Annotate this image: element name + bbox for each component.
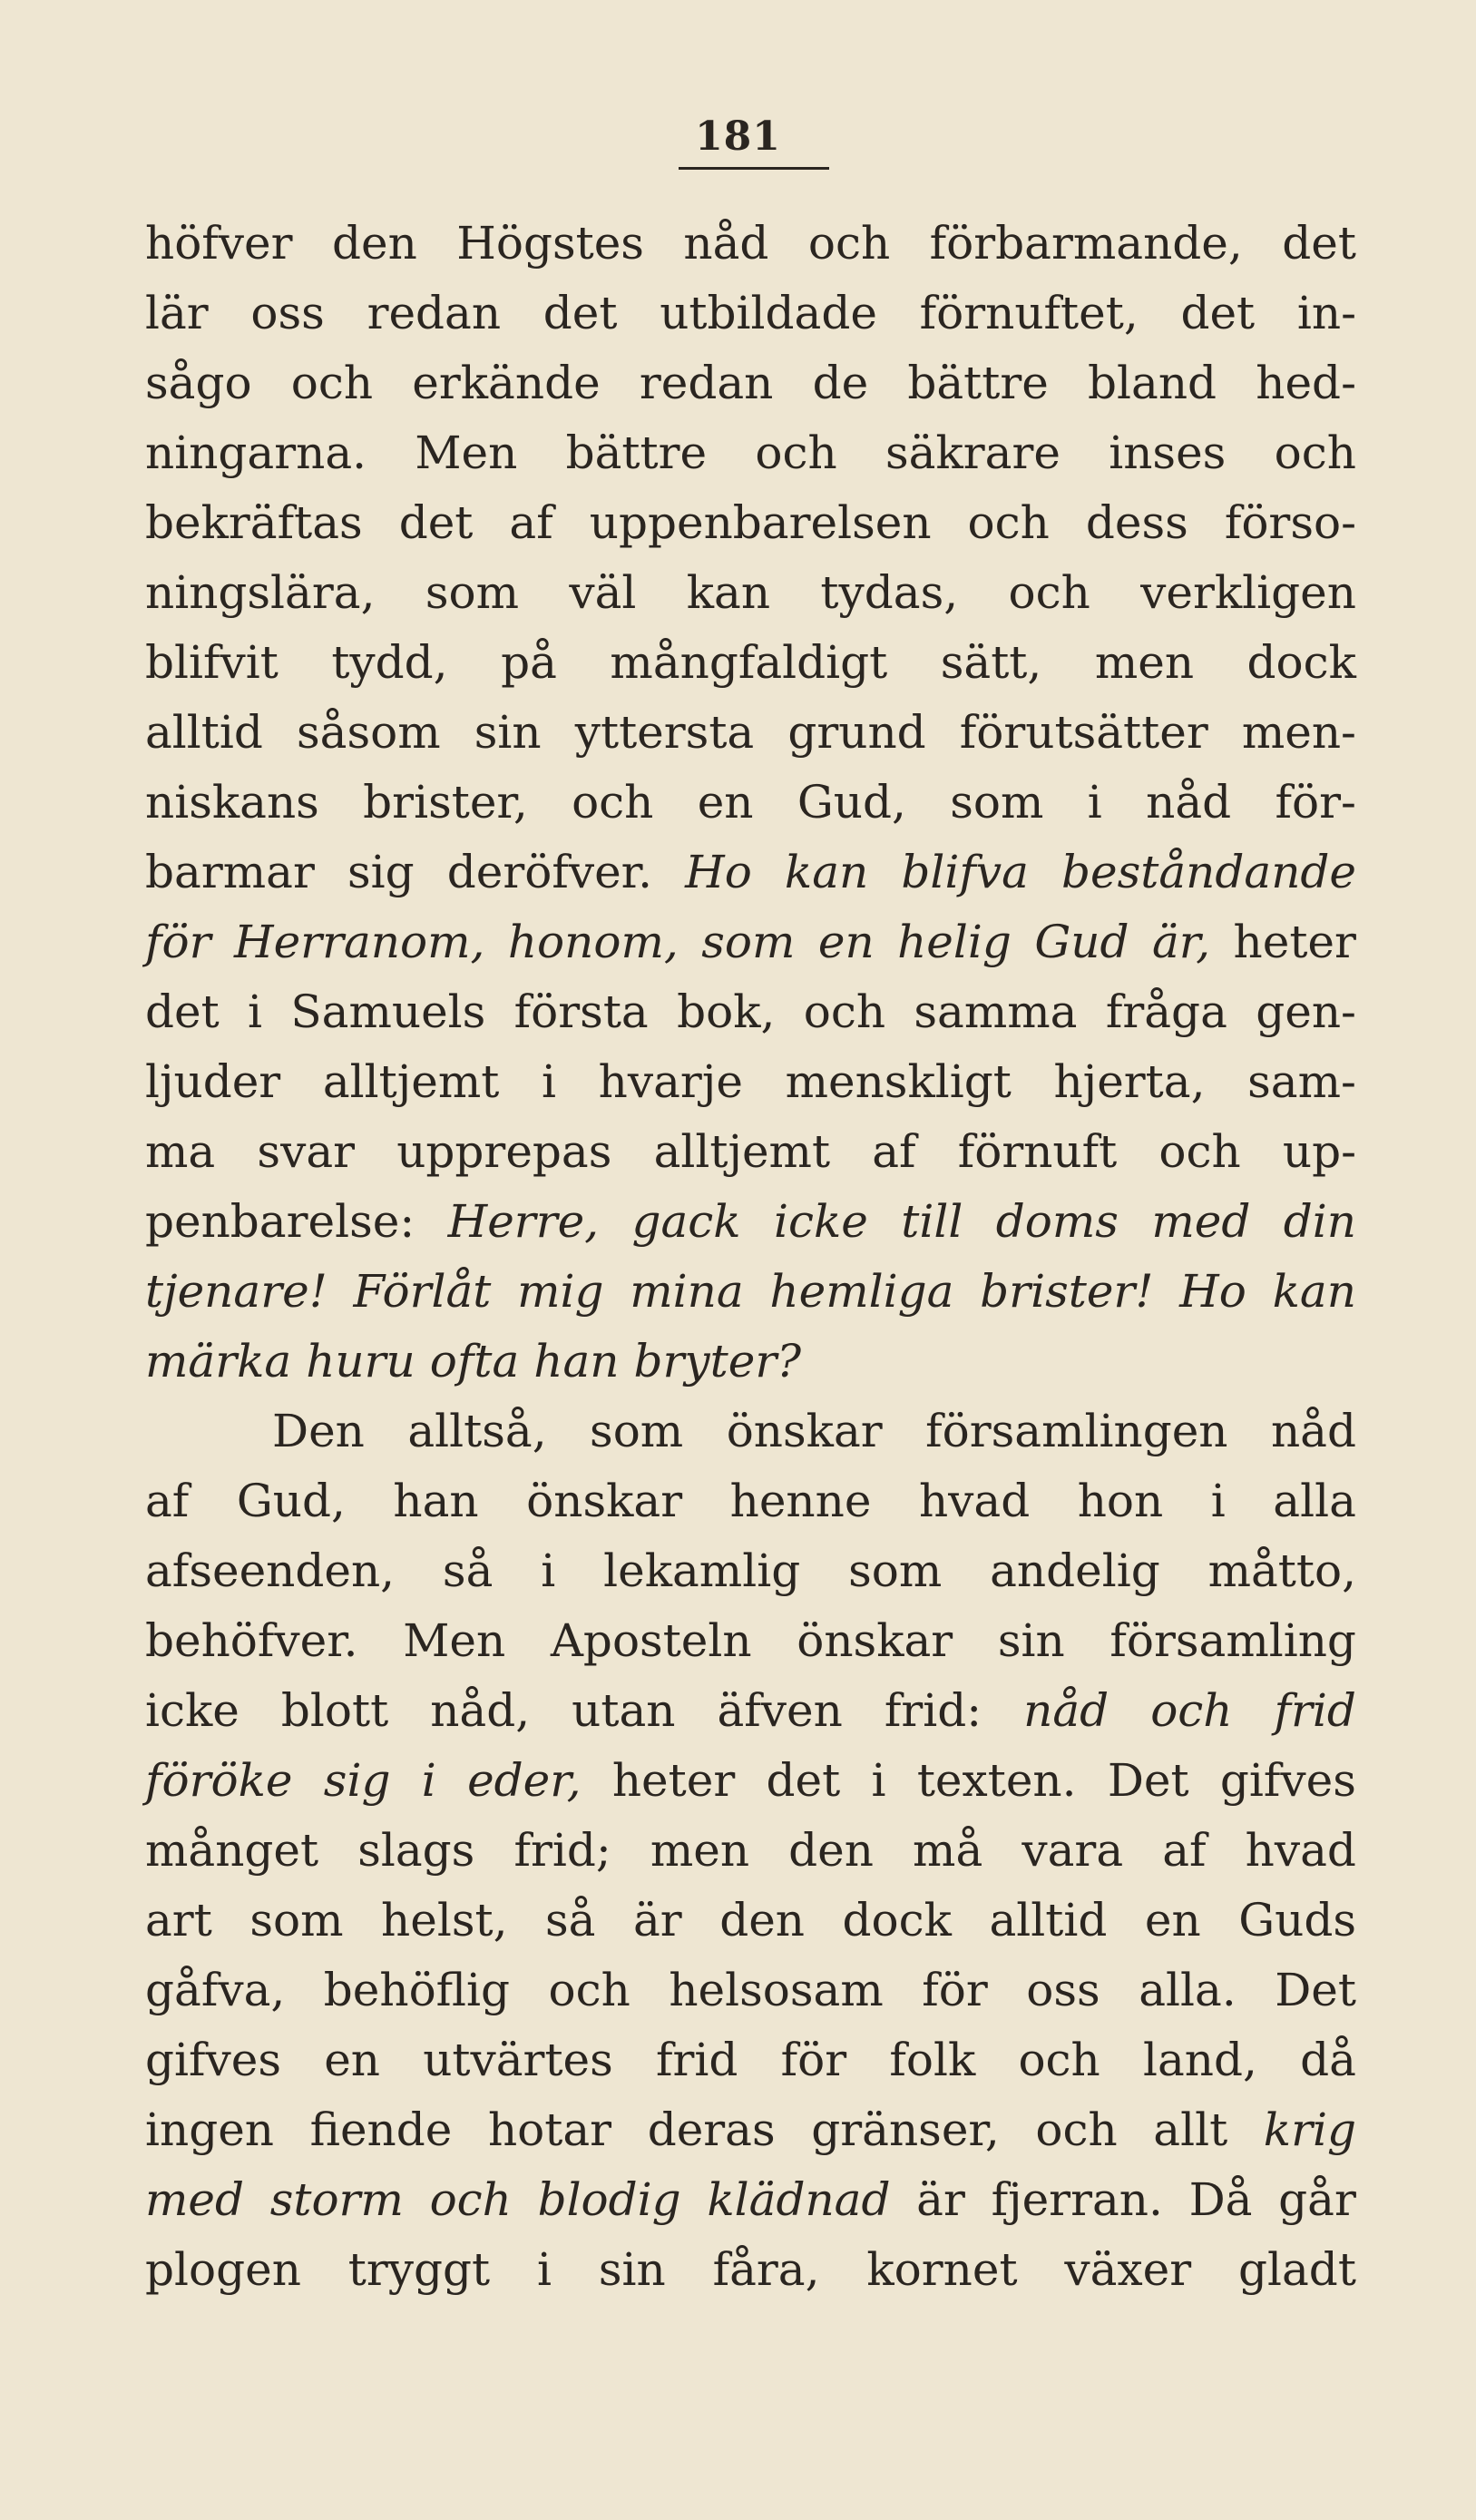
word: verkligen [1140,566,1356,619]
word: i [871,1754,886,1807]
word: hotar [487,2103,612,2156]
word: svar [257,1125,356,1178]
italic-word: blodig [537,2173,681,2226]
italic-word: mina [630,1265,744,1318]
word: i [1087,776,1102,829]
italic-word: helig [897,916,1012,968]
text-line [145,2235,1356,2305]
italic-word: Herre, [447,1195,600,1248]
word: han [393,1475,479,1527]
word: Guds [1238,1894,1356,1946]
word: alltjemt [322,1055,500,1108]
word: Men [415,427,518,479]
word: Gud, [236,1475,346,1527]
word: fjerran. [991,2173,1163,2226]
word: en [697,776,754,829]
text-line [145,1886,1356,1956]
word: hed- [1256,357,1356,409]
word: bättre [565,427,708,479]
word: hjerta, [1053,1055,1206,1108]
word: deröfver. [446,846,652,898]
word: sig [347,846,415,898]
word: och [755,427,837,479]
word: gränser, [811,2103,1000,2156]
word: frid [656,2034,738,2086]
italic-word: brister! [980,1265,1154,1318]
word: kornet [866,2243,1018,2296]
italic-word: frid [1274,1684,1356,1737]
italic-word: beståndande [1061,846,1356,898]
word: och [803,985,886,1038]
word: Aposteln [550,1614,752,1667]
word: redan [639,357,774,409]
word: fåra, [712,2243,820,2296]
word: sin [997,1614,1065,1667]
word: behöflig [323,1964,511,2016]
word: menskligt [785,1055,1012,1108]
word: på [501,636,557,689]
word: hvad [1245,1824,1356,1877]
italic-word: han [533,1335,620,1387]
text-line [145,698,1356,768]
word: slags [357,1824,475,1877]
italic-word: blifva [901,846,1029,898]
word: Det [1107,1754,1189,1807]
word: önskar [797,1614,953,1667]
word: i [541,1544,556,1597]
word: up- [1282,1125,1356,1178]
text-line [145,558,1356,628]
word: och [807,217,891,270]
word: nåd [1270,1405,1356,1457]
italic-word: mig [517,1265,604,1318]
word: in- [1296,287,1356,339]
word: frid: [884,1684,982,1737]
word: bättre [907,357,1049,409]
word: det [145,985,220,1038]
word: i [536,2243,552,2296]
text-line [145,1466,1356,1536]
word: förnuft [957,1125,1118,1178]
text-line [145,2165,1356,2235]
word: icke [145,1684,239,1737]
italic-word: klädnad [707,2173,891,2226]
word: lekamlig [603,1544,801,1597]
word: i [542,1055,556,1108]
word: afseenden, [145,1544,396,1597]
word: men [650,1824,750,1877]
italic-word: icke [773,1195,868,1248]
word: frid; [513,1824,611,1877]
word: dock [1246,636,1356,689]
word: Den [272,1405,365,1457]
text-line [145,628,1356,698]
word: väl [569,566,637,619]
italic-word: din [1283,1195,1356,1248]
word: upprepas [396,1125,612,1178]
word: helsosam [669,1964,884,2016]
word: församlingen [925,1405,1228,1457]
word: Då [1188,2173,1253,2226]
word: af [145,1475,190,1527]
word: ningarna. [145,427,367,479]
word: men [1094,636,1195,689]
word: deras [647,2103,776,2156]
word: den [719,1894,806,1946]
italic-word: Herranom, [233,916,485,968]
word: den [332,217,417,270]
italic-word: hemliga [769,1265,954,1318]
word: då [1300,2034,1356,2086]
word: det [1180,287,1256,339]
word: andelig [990,1544,1160,1597]
word: och [1035,2103,1118,2156]
word: önskar [726,1405,883,1457]
italic-word: föröke [145,1754,293,1807]
word: nåd, [430,1684,531,1737]
page-number: 181 [695,113,781,160]
italic-word: och [429,2173,512,2226]
word: plogen [145,2243,301,2296]
text-line [145,1397,1356,1466]
word: hvarje [598,1055,743,1108]
word: som [950,776,1044,829]
word: samma [914,985,1078,1038]
italic-word: och [1150,1684,1233,1737]
word: det [766,1754,841,1807]
word: barmar [145,846,315,898]
word: och [572,776,654,829]
word: alltjemt [653,1125,831,1178]
text-line [145,1257,1356,1327]
word: inses [1109,427,1227,479]
italic-word: med [1151,1195,1251,1248]
word: alltid [989,1894,1108,1946]
italic-word: kan [1272,1265,1356,1318]
word: sågo [145,357,252,409]
italic-word: kan [784,846,869,898]
italic-word: till [901,1195,963,1248]
word: alla. [1139,1964,1237,2016]
word: som [249,1894,344,1946]
text-line [145,1536,1356,1606]
word: gifves [145,2034,281,2086]
text-line [145,907,1356,977]
italic-word: Förlåt [353,1265,492,1318]
word: som [848,1544,943,1597]
word: blifvit [145,636,279,689]
word: gladt [1238,2243,1356,2296]
italic-word: krig [1263,2103,1356,2156]
word: som [590,1405,684,1457]
italic-word: Ho [685,846,752,898]
word: blott [280,1684,389,1737]
word: säkrare [885,427,1061,479]
word: första [513,985,649,1038]
text-line [145,209,1356,279]
word: äfven [717,1684,843,1737]
text-line [145,488,1356,558]
text-line [145,977,1356,1047]
word: niskans [145,776,319,829]
text-line [145,1956,1356,2025]
word: så [544,1894,596,1946]
italic-word: eder, [467,1754,582,1807]
text-line [145,1047,1356,1117]
word: Högstes [456,217,644,270]
text-line [145,1327,1356,1397]
word: och [967,496,1050,549]
word: Men [403,1614,506,1667]
text-line [145,1746,1356,1816]
word: gifves [1219,1754,1356,1807]
word: folk [889,2034,976,2086]
word: förso- [1224,496,1356,549]
word: ingen [145,2103,274,2156]
italic-word: huru [306,1335,415,1387]
word: och [1274,427,1356,479]
word: gen- [1256,985,1356,1038]
word: fiende [309,2103,453,2156]
word: erkände [412,357,601,409]
italic-word: tjenare! [145,1265,327,1318]
word: i [1210,1475,1226,1527]
word: för [780,2034,847,2086]
word: och [290,357,374,409]
word: lär [145,287,209,339]
word: och [1018,2034,1100,2086]
word: tryggt [347,2243,491,2296]
word: af [509,496,553,549]
word: kan [686,566,771,619]
word: och [1008,566,1090,619]
word: sätt, [940,636,1042,689]
word: utbildade [660,287,877,339]
word: förbarmande, [929,217,1243,270]
word: nåd [1146,776,1232,829]
word: nåd [683,217,769,270]
italic-word: storm [269,2173,404,2226]
word: bland [1088,357,1217,409]
word: förnuftet, [919,287,1139,339]
word: höfver [145,217,293,270]
text-line [145,768,1356,838]
text-line [145,2025,1356,2095]
word: hon [1077,1475,1164,1527]
word: en [1144,1894,1201,1946]
word: församling [1109,1614,1356,1667]
word: grund [787,706,926,759]
italic-word: för [145,916,211,968]
word: sam- [1247,1055,1356,1108]
word: gåfva, [145,1964,286,2016]
word: är [632,1894,682,1946]
word: så [442,1544,494,1597]
text-line [145,1676,1356,1746]
text-line [145,279,1356,348]
text-line [145,418,1356,488]
word: texten. [916,1754,1077,1807]
text-line [145,1816,1356,1886]
text-line [145,838,1356,907]
word: uppenbarelsen [589,496,932,549]
italic-word: med [145,2173,245,2226]
word: för [922,1964,988,2016]
word: behöfver. [145,1614,358,1667]
word: för- [1275,776,1356,829]
italic-word: ofta [429,1335,520,1387]
word: ljuder [145,1055,281,1108]
italic-word: i [421,1754,436,1807]
italic-word: sig [323,1754,391,1807]
word: förutsätter [959,706,1208,759]
word: och [548,1964,630,2016]
italic-word: bryter? [633,1335,802,1387]
italic-word: märka [145,1335,292,1387]
word: dock [842,1894,952,1946]
body-text [145,209,1356,2305]
word: fråga [1105,985,1227,1038]
word: bekräftas [145,496,363,549]
word: af [1162,1824,1207,1877]
word: de [812,357,869,409]
word: såsom [297,706,441,759]
word: ningslära, [145,566,376,619]
word: sin [598,2243,666,2296]
word: tydas, [820,566,959,619]
page-number-rule [679,167,829,170]
word: den [788,1824,874,1877]
text-line [145,1187,1356,1257]
word: heter [611,1754,736,1807]
word: penbarelse: [145,1195,415,1248]
italic-word: gack [631,1195,741,1248]
word: allt [1153,2103,1228,2156]
italic-word: Gud [1034,916,1129,968]
text-line [145,348,1356,418]
word: det [398,496,474,549]
word: dess [1085,496,1188,549]
italic-word: som [701,916,796,968]
word: vara [1021,1824,1124,1877]
word: måtto, [1207,1544,1356,1597]
word: tydd, [331,636,448,689]
word: mångfaldigt [610,636,888,689]
word: utvärtes [423,2034,613,2086]
word: oss [1026,1964,1100,2016]
word: växer [1064,2243,1192,2296]
italic-word: en [817,916,875,968]
word: utan [572,1684,676,1737]
text-line [145,1117,1356,1187]
italic-word: Ho [1179,1265,1246,1318]
word: som [425,566,519,619]
word: hvad [918,1475,1031,1527]
word: yttersta [574,706,755,759]
word: brister, [363,776,528,829]
word: sin [474,706,542,759]
text-line [145,2095,1356,2165]
word: ma [145,1125,216,1178]
word: men- [1241,706,1356,759]
word: henne [729,1475,872,1527]
italic-word: är, [1151,916,1211,968]
word: redan [367,287,502,339]
word: oss [250,287,325,339]
word: alltid [145,706,263,759]
word: månget [145,1824,319,1877]
italic-word: honom, [507,916,679,968]
word: går [1278,2173,1356,2226]
word: Gud, [797,776,906,829]
word: alltså, [407,1405,547,1457]
word: är [916,2173,965,2226]
word: helst, [381,1894,508,1946]
word: af [872,1125,916,1178]
word: och [1158,1125,1241,1178]
word: alla [1273,1475,1356,1527]
word: må [913,1824,983,1877]
word: Samuels [290,985,486,1038]
word: art [145,1894,212,1946]
word: bok, [677,985,776,1038]
word: det [543,287,618,339]
word: i [248,985,263,1038]
word: önskar [526,1475,683,1527]
word: land, [1142,2034,1257,2086]
word: en [324,2034,380,2086]
word: heter [1233,916,1356,968]
italic-word: doms [995,1195,1119,1248]
text-line [145,1606,1356,1676]
word: Det [1275,1964,1356,2016]
word: det [1282,217,1356,270]
italic-word: nåd [1023,1684,1109,1737]
